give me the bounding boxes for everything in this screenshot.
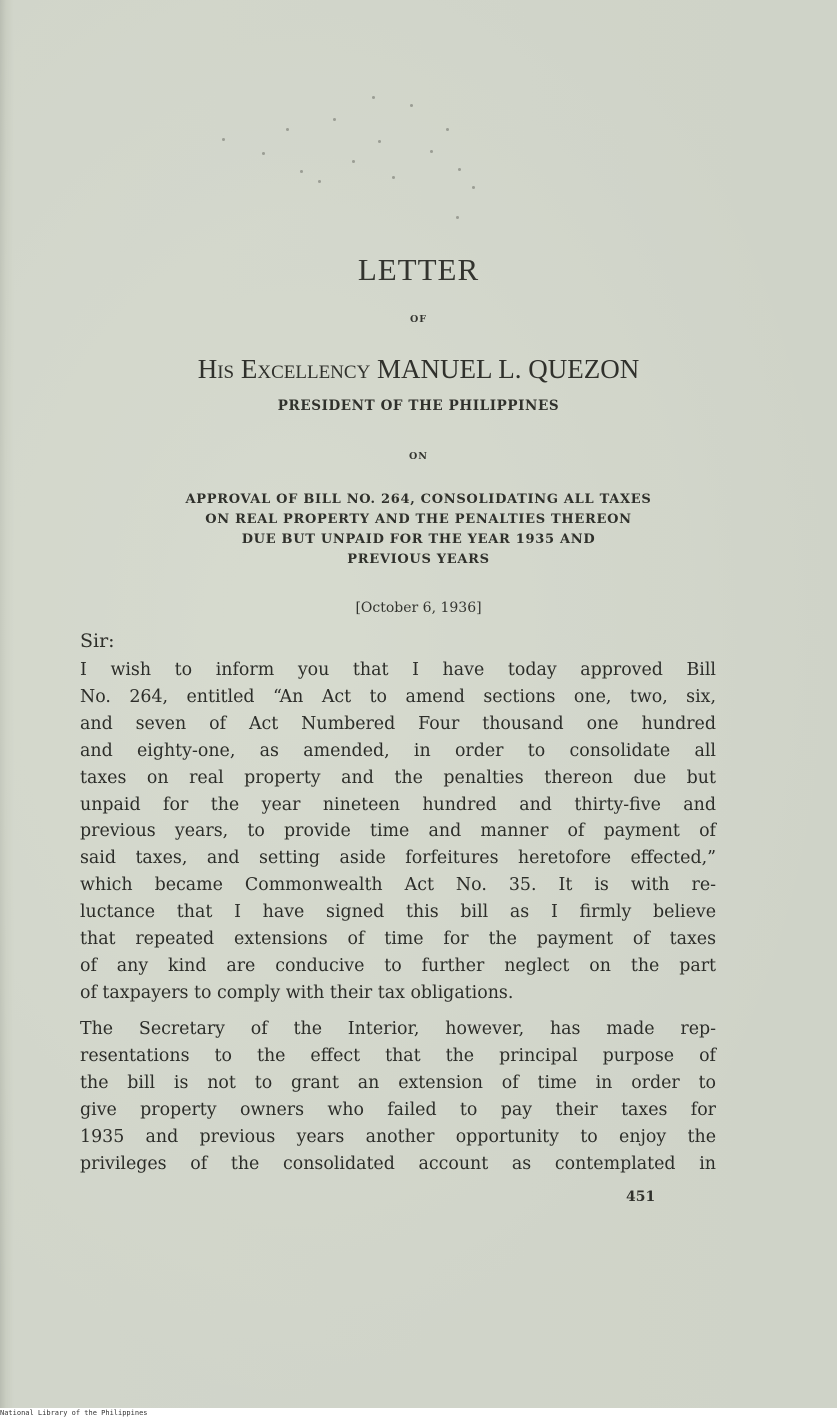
- paragraph-line: I wish to inform you that I have today approved Bill: [80, 660, 716, 680]
- paragraph-line: give property owners who failed to pay their taxes for: [80, 1099, 716, 1120]
- on-label: ON: [409, 451, 428, 462]
- paragraph-line: and seven of Act Numbered Four thousand one hundred: [80, 713, 716, 734]
- paragraph-line: unpaid for the year nineteen hundred and thirty-five and: [80, 794, 716, 815]
- paragraph-line: previous years, to provide time and manner of payment of: [80, 821, 716, 842]
- author-honorific: His Excellency: [197, 354, 371, 384]
- footer-credit: National Library of the Philippines: [0, 1409, 148, 1417]
- paragraph-line: of taxpayers to comply with their tax obligations.: [80, 982, 514, 1003]
- paragraph-line: 1935 and previous years another opportunity to enjoy the: [80, 1126, 716, 1147]
- paragraph-line: luctance that I have signed this bill as I firmly believe: [80, 902, 716, 923]
- author-name: MANUEL L. QUEZON: [377, 354, 640, 384]
- author-position: PRESIDENT OF THE PHILIPPINES: [277, 398, 560, 414]
- author-line: [0, 354, 837, 385]
- paragraph-line: said taxes, and setting aside forfeitures heretofore effected,”: [80, 848, 716, 869]
- paragraph-2: [80, 1016, 716, 1177]
- paragraph-line: of any kind are conducive to further neglect on the part: [80, 955, 716, 976]
- paragraph-line: which became Commonwealth Act No. 35. It is with re-: [80, 875, 716, 896]
- subject-line: PREVIOUS YEARS: [347, 552, 490, 567]
- letter-subject: [0, 490, 837, 570]
- paragraph-1: [80, 657, 716, 1007]
- paragraph-line: and eighty-one, as amended, in order to consolidate all: [80, 740, 716, 761]
- paragraph-line: privileges of the consolidated account as contemplated in: [80, 1153, 716, 1174]
- page-number: 451: [626, 1189, 656, 1205]
- paragraph-line: resentations to the effect that the principal purpose of: [80, 1045, 716, 1066]
- paragraph-line: that repeated extensions of time for the payment of taxes: [80, 929, 716, 950]
- subject-line: DUE BUT UNPAID FOR THE YEAR 1935 AND: [241, 532, 596, 547]
- subject-line: ON REAL PROPERTY AND THE PENALTIES THEREON: [205, 512, 632, 527]
- subject-line: APPROVAL OF BILL NO. 264, CONSOLIDATING ALL TAXES: [185, 492, 652, 507]
- paragraph-line: The Secretary of the Interior, however, has made rep-: [80, 1019, 716, 1039]
- paragraph-line: the bill is not to grant an extension of time in order to: [80, 1072, 716, 1093]
- document-title: LETTER: [357, 252, 480, 287]
- letter-date: [October 6, 1936]: [355, 600, 482, 616]
- salutation: Sir:: [80, 630, 115, 652]
- of-label: OF: [409, 314, 428, 325]
- paragraph-line: No. 264, entitled “An Act to amend sections one, two, six,: [80, 686, 716, 707]
- paragraph-line: taxes on real property and the penalties thereon due but: [80, 767, 716, 788]
